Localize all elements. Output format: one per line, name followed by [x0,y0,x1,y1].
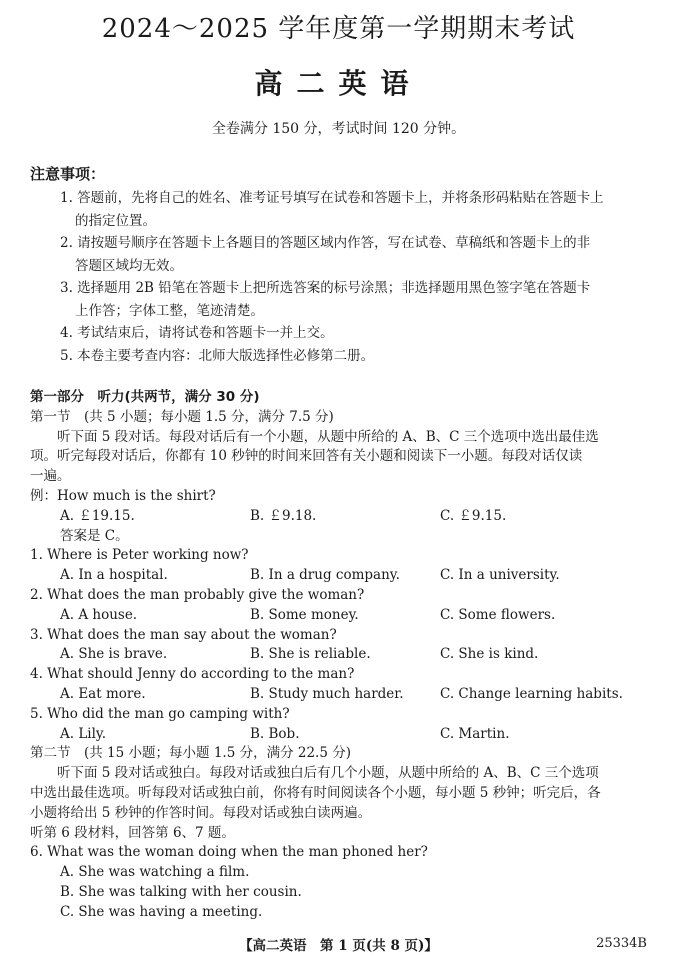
option-a: A. Eat more. [60,685,146,702]
material-note: 听第 6 段材料，回答第 6、7 题。 [30,824,235,841]
question-5-options [30,725,650,745]
question-2: 2. What does the man probably give the woman? [30,586,365,603]
option-c: C. Martin. [440,725,510,742]
option-c: C. She is kind. [440,646,539,663]
notice-item-line: 的指定位置。 [75,212,156,229]
question-1-options [30,566,650,586]
option-b: B. In a drug company. [250,567,400,584]
option-a: A. Lily. [60,725,107,742]
option-c: C. She was having a meeting. [60,903,263,920]
exam-title: 2024～2025 学年度第一学期期末考试 [101,14,576,44]
option-c: C. Some flowers. [440,606,556,623]
notice-item-line: 2. 请按题号顺序在答题卡上各题目的答题区域内作答，写在试卷、草稿纸和答题卡上的非 [60,235,591,251]
subject-title: 高二英语 [254,67,423,100]
option-c: C. Change learning habits. [440,685,623,702]
section2-heading: 第二节 (共 15 小题；每小题 1.5 分，满分 22.5 分) [30,745,351,762]
notice-item-line: 答题区域均无效。 [75,257,183,274]
notice-item-line: 5. 本卷主要考查内容：北师大版选择性必修第二册。 [60,347,375,364]
notice-item [60,277,650,322]
notice-item-line: 上作答；字体工整，笔迹清楚。 [75,302,264,319]
section2-instruction-line: 听下面 5 段对话或独白。每段对话或独白后有几个小题，从题中所给的 A、B、C 三个选项 [57,765,599,782]
question-1: 1. Where is Peter working now? [30,547,249,564]
example-question: 例：How much is the shirt? [30,487,216,504]
notice-item [60,322,650,345]
example-answer: 答案是 C。 [60,527,129,544]
notice-item-line: 1. 答题前，先将自己的姓名、准考证号填写在试卷和答题卡上，并将条形码粘贴在答题卡上 [60,190,604,206]
option-a: A. She was watching a film. [60,864,250,881]
option-b: B. ￡9.18. [250,507,317,524]
option-a: A. In a hospital. [60,567,168,584]
question-3-options [30,645,650,665]
option-b: B. She was talking with her cousin. [60,883,302,900]
example-options [30,507,650,527]
part1-listening [30,388,650,923]
section2-instruction-line: 中选出最佳选项。听每段对话或独白前，你将有时间阅读各个小题，每小题 5 秒钟；听完后，各 [30,784,601,801]
notice-item-line: 4. 考试结束后，请将试卷和答题卡一并上交。 [60,325,334,341]
question-3: 3. What does the man say about the woman? [30,626,337,643]
option-c: C. ￡9.15. [440,507,507,524]
part1-heading: 第一部分 听力(共两节，满分 30 分) [30,389,260,405]
notice-title: 注意事项： [30,165,106,183]
option-a: A. A house. [60,606,138,623]
question-6: 6. What was the woman doing when the man phoned her? [30,844,428,861]
section1-instruction-line: 听下面 5 段对话。每段对话后有一个小题，从题中所给的 A、B、C 三个选项中选出最佳选 [57,428,599,445]
question-2-options [30,606,650,626]
paper-code: 25334B [596,936,647,951]
option-c: C. In a university. [440,567,560,584]
option-a: A. ￡19.15. [60,507,135,524]
section1-instruction-line: 项。听完每段对话后，你都有 10 秒钟的时间来回答有关小题和阅读下一小题。每段对话仅读 [30,448,583,465]
page-footer: 【高二英语 第 1 页(共 8 页)】 [239,938,438,954]
notice-item [60,345,650,368]
notice-list [60,187,650,367]
option-a: A. She is brave. [60,646,168,663]
option-b: B. She is reliable. [250,646,371,663]
section2-instruction-line: 小题将给出 5 秒钟的作答时间。每段对话或独白读两遍。 [30,804,372,821]
question-5: 5. Who did the man go camping with? [30,705,290,722]
section1-heading: 第一节 (共 5 小题；每小题 1.5 分，满分 7.5 分) [30,408,334,425]
notice-item [60,187,650,232]
question-4-options [30,685,650,705]
notice-item-line: 3. 选择题用 2B 铅笔在答题卡上把所选答案的标号涂黑；非选择题用黑色签字笔在答题卡 [60,280,591,296]
option-b: B. Bob. [250,725,300,742]
notice-item [60,232,650,277]
option-b: B. Study much harder. [250,685,404,702]
question-4: 4. What should Jenny do according to the man? [30,666,355,683]
full-score-note: 全卷满分 150 分，考试时间 120 分钟。 [211,121,466,137]
option-b: B. Some money. [250,606,359,623]
section1-instruction-line: 一遍。 [30,468,71,485]
